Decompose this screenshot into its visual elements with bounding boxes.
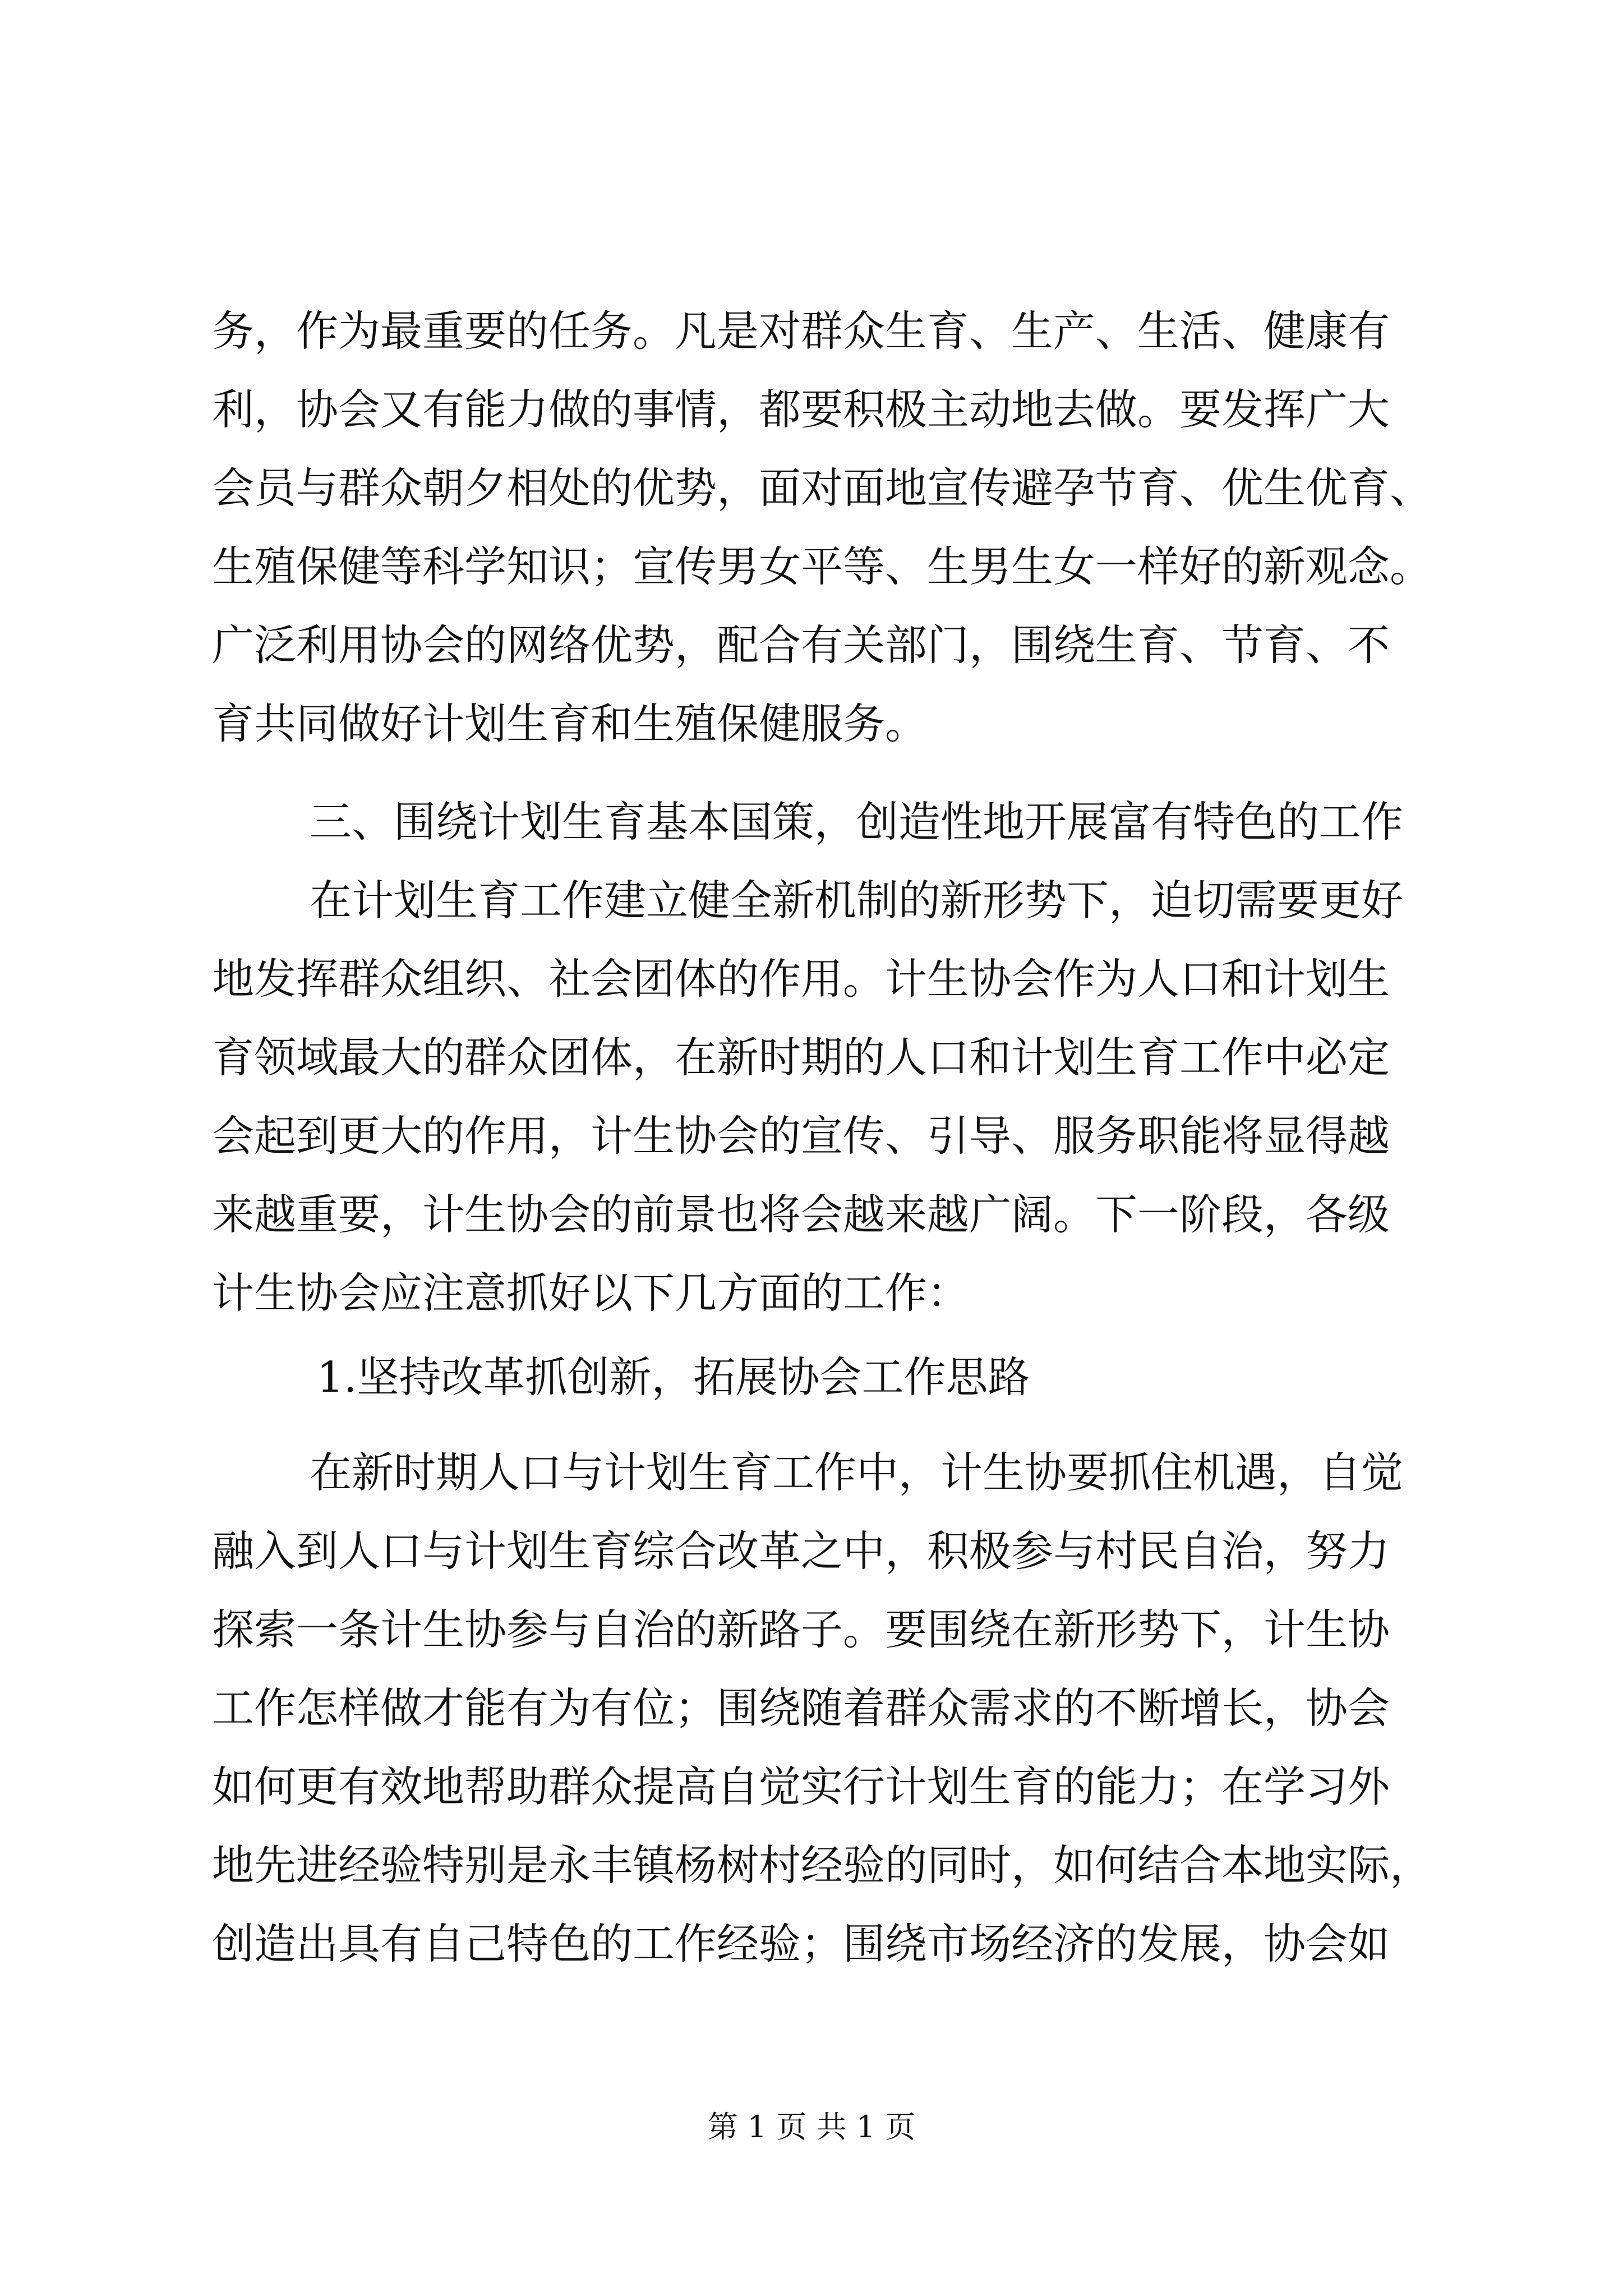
paragraph-line: 会员与群众朝夕相处的优势，面对面地宣传避孕节育、优生优育、 <box>212 463 1432 513</box>
paragraph-line: 育领域最大的群众团体，在新时期的人口和计划生育工作中必定 <box>212 1033 1390 1082</box>
paragraph-line: 地发挥群众组织、社会团体的作用。计生协会作为人口和计划生 <box>212 954 1390 1004</box>
paragraph-line: 探索一条计生协参与自治的新路子。要围绕在新形势下，计生协 <box>212 1605 1390 1654</box>
paragraph-line: 来越重要，计生协会的前景也将会越来越广阔。下一阶段，各级 <box>212 1190 1390 1239</box>
subsection-heading: 1.坚持改革抓创新，拓展协会工作思路 <box>317 1352 1030 1402</box>
paragraph-line: 利，协会又有能力做的事情，都要积极主动地去做。要发挥广大 <box>212 385 1390 434</box>
paragraph-line: 融入到人口与计划生育综合改革之中，积极参与村民自治，努力 <box>212 1526 1390 1576</box>
paragraph-line: 如何更有效地帮助群众提高自觉实行计划生育的能力；在学习外 <box>212 1762 1390 1811</box>
page-number-footer: 第 1 页 共 1 页 <box>707 2109 916 2145</box>
paragraph-line: 务，作为最重要的任务。凡是对群众生育、生产、生活、健康有 <box>212 306 1390 356</box>
paragraph-line: 广泛利用协会的网络优势，配合有关部门，围绕生育、节育、不 <box>212 620 1390 670</box>
paragraph-line: 创造出具有自己特色的工作经验；围绕市场经济的发展，协会如 <box>212 1919 1390 1968</box>
paragraph-line: 在新时期人口与计划生育工作中，计生协要抓住机遇，自觉 <box>310 1448 1404 1497</box>
paragraph-line: 地先进经验特别是永丰镇杨树村经验的同时，如何结合本地实际， <box>212 1841 1432 1890</box>
paragraph-line: 工作怎样做才能有为有位；围绕随着群众需求的不断增长，协会 <box>212 1683 1390 1733</box>
paragraph-line: 在计划生育工作建立健全新机制的新形势下，迫切需要更好 <box>310 876 1404 925</box>
paragraph-line: 会起到更大的作用，计生协会的宣传、引导、服务职能将显得越 <box>212 1111 1390 1161</box>
paragraph-line: 生殖保健等科学知识；宣传男女平等、生男生女一样好的新观念。 <box>212 542 1432 591</box>
section-heading: 三、围绕计划生育基本国策，创造性地开展富有特色的工作 <box>310 797 1404 846</box>
paragraph-line: 计生协会应注意抓好以下几方面的工作： <box>212 1268 970 1318</box>
paragraph-line: 育共同做好计划生育和生殖保健服务。 <box>212 699 928 748</box>
